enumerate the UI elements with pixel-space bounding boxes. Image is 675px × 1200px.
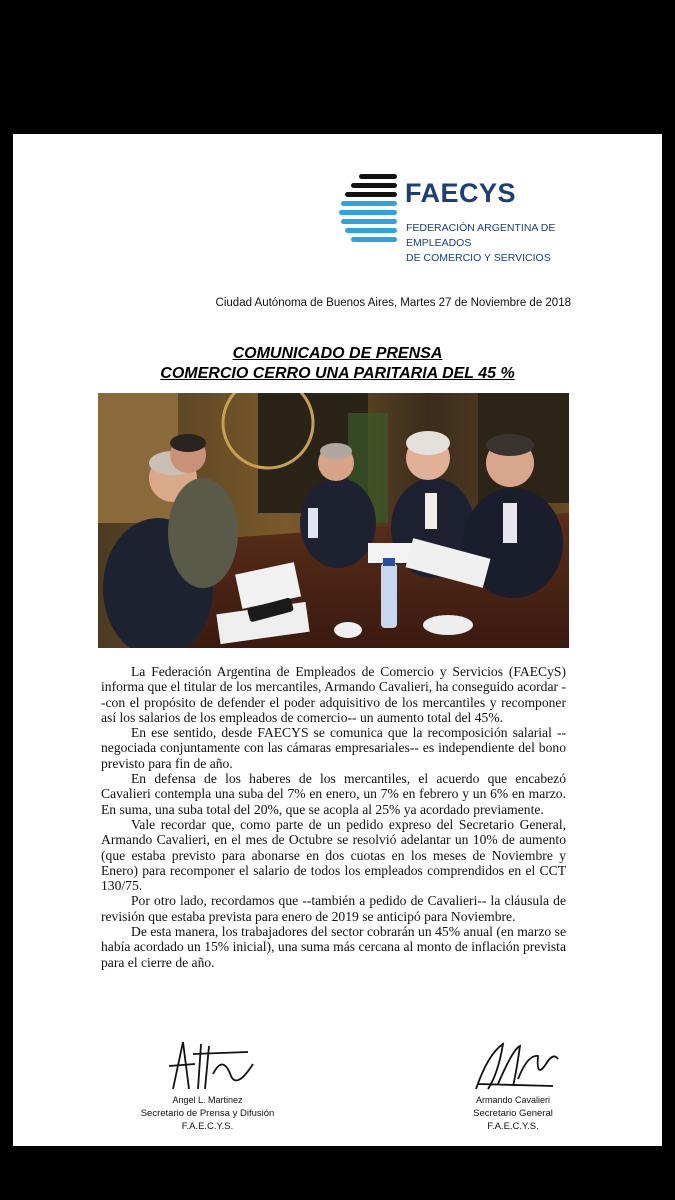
signature-block-right <box>453 1034 573 1133</box>
document-page <box>13 134 662 1146</box>
signer-role: Secretario de Prensa y Difusión <box>140 1108 275 1119</box>
date-line: Ciudad Autónoma de Buenos Aires, Martes 27 de Noviembre de 2018 <box>215 297 571 309</box>
handwritten-signature-icon <box>458 1034 568 1094</box>
logo-subtitle-line2: DE COMERCIO Y SERVICIOS <box>406 252 551 264</box>
body-paragraph: Por otro lado, recordamos que --también a pedido de Cavalieri-- la cláusula de revisión que estaba prevista para enero de 2019 se anticipó para Noviembre. <box>101 893 566 924</box>
handwritten-signature-icon <box>153 1034 263 1094</box>
body-paragraph: Vale recordar que, como parte de un pedido expreso del Secretario General, Armando Cavalieri, en el mes de Octubre se resolvió adelantar un 10% de aumento (que estaba previsto para abonarse en dos cuotas en los meses de Noviembre y Enero) para recomponer el salario de todos los empleados comprendidos en el CCT 130/75. <box>101 816 566 894</box>
heading-subtitle: COMERCIO CERRO UNA PARITARIA DEL 45 % <box>160 365 515 382</box>
signature-block-left <box>125 1034 290 1133</box>
body-paragraph: La Federación Argentina de Empleados de Comercio y Servicios (FAECyS) informa que el titular de los mercantiles, Armando Cavalieri, ha conseguido acordar --con el propósito de defender el poder adquisitivo de los mercantiles y recomponer así los salarios de los empleados de comercio-- un aumento total del 45%. <box>101 664 566 725</box>
logo-subtitle <box>406 221 606 266</box>
body-paragraph: En ese sentido, desde FAECYS se comunica que la recomposición salarial --negociada conjuntamente con las cámaras empresariales-- es independiente del bono previsto para fin de año. <box>101 725 566 771</box>
signer-role: Secretario General <box>473 1108 553 1119</box>
logo-name: FAECYS <box>405 178 517 208</box>
meeting-photo <box>98 393 569 648</box>
signer-name: Armando Cavalieri <box>475 1095 551 1105</box>
press-release-body <box>101 664 566 970</box>
logo-subtitle-line1: FEDERACIÓN ARGENTINA DE EMPLEADOS <box>406 222 556 249</box>
heading-title: COMUNICADO DE PRENSA <box>232 345 443 362</box>
signer-org: F.A.E.C.Y.S. <box>181 1121 234 1132</box>
signer-name: Angel L. Martinez <box>172 1095 243 1105</box>
body-paragraph: En defensa de los haberes de los mercantiles, el acuerdo que encabezó Cavalieri contempla una suba del 7% en enero, un 7% en febrero y un 6% en marzo. En suma, una suba total del 20%, que se acopla al 25% ya acordado previamente. <box>101 771 566 817</box>
body-paragraph: De esta manera, los trabajadores del sector cobrarán un 45% anual (en marzo se había acordado un 15% inicial), una suma más cercana al monto de inflación prevista para el cierre de año. <box>101 924 566 970</box>
signer-org: F.A.E.C.Y.S. <box>487 1121 539 1132</box>
faecys-logo <box>337 172 597 264</box>
faecys-logo-mark-icon <box>337 172 401 244</box>
